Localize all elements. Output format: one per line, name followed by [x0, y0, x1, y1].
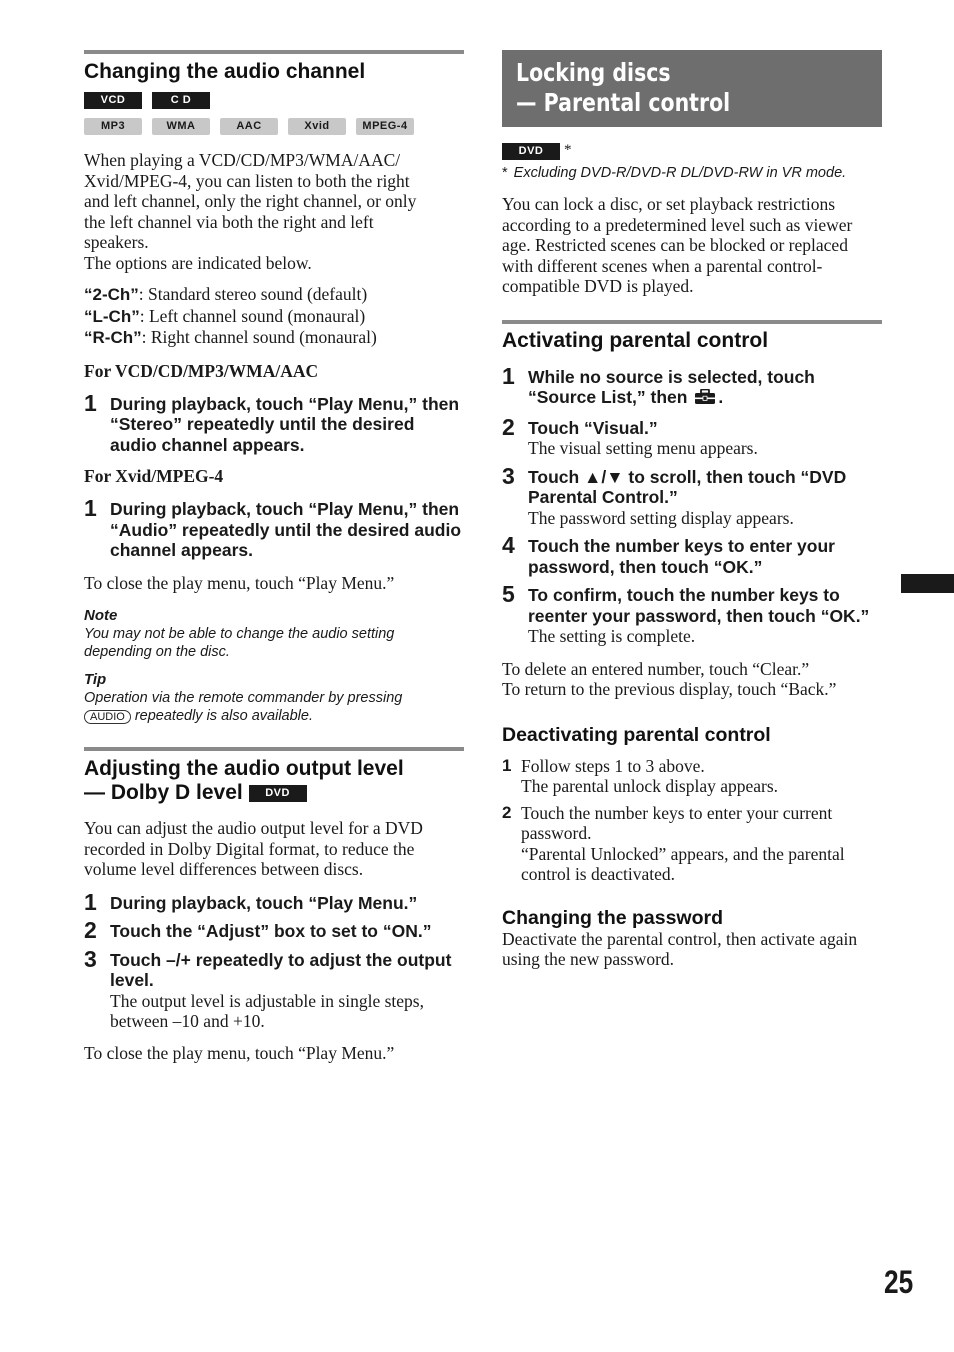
step-text-end: . — [718, 387, 724, 407]
parental-intro: You can lock a disc, or set playback restrictions according to a predetermined level such as viewer age. Restricted scenes can be blocked or replaced with different scenes when a parental control-compatible DVD is played. — [502, 194, 853, 296]
banner-line-2: — Parental control — [516, 88, 731, 117]
section-rule — [84, 50, 464, 54]
step-number: 4 — [502, 532, 515, 558]
step-detail: The password setting display appears. — [528, 507, 794, 528]
dolby-heading-text: — Dolby D level — [84, 781, 243, 804]
item-number: 2 — [502, 802, 512, 822]
left-column — [84, 50, 464, 1063]
item-text: Touch the number keys to enter your current password. — [521, 802, 833, 843]
step-vcd — [84, 389, 464, 456]
dvd-badge-row — [502, 143, 882, 160]
dolby-heading-line-2 — [84, 781, 464, 805]
dolby-close-text: To close the play menu, touch “Play Menu.” — [84, 1042, 395, 1063]
intro-line: and left channel, only the right channel, or only — [84, 191, 417, 211]
step-number: 1 — [84, 888, 97, 915]
changing-password-heading: Changing the password — [502, 906, 724, 929]
note-title: Note — [84, 607, 118, 624]
activate-step-5 — [502, 581, 882, 647]
step-text: Touch “Visual.” — [528, 417, 658, 438]
step-text: Touch –/+ repeatedly to adjust the output level. — [110, 949, 452, 990]
audio-channel-heading: Changing the audio channel — [84, 60, 366, 83]
wma-badge: WMA — [152, 118, 210, 135]
step-text: Touch the number keys to enter your password, then touch “OK.” — [528, 536, 835, 577]
item-number: 1 — [502, 755, 512, 775]
step-number: 5 — [502, 581, 515, 607]
tip-line-rest: repeatedly is also available. — [134, 708, 313, 724]
step-detail: The visual setting menu appears. — [528, 438, 758, 458]
option-name: “R-Ch” — [84, 328, 142, 347]
audio-button-glyph: AUDIO — [84, 710, 131, 724]
footnote-mark: * — [502, 165, 508, 181]
step-number: 1 — [84, 389, 97, 416]
delete-hint: To delete an entered number, touch “Clear.” — [502, 658, 810, 679]
intro-line: speakers. — [84, 232, 149, 252]
dolby-step-1 — [84, 888, 464, 915]
audio-channel-intro — [84, 150, 464, 273]
step-number: 1 — [84, 495, 97, 521]
step-number: 3 — [84, 945, 97, 972]
banner-line-1: Locking discs — [516, 58, 671, 87]
vcd-badge: VCD — [84, 92, 142, 109]
item-text: Follow steps 1 to 3 above. — [521, 755, 705, 776]
tip-title: Tip — [84, 671, 107, 688]
dolby-heading-line-1: Adjusting the audio output level — [84, 757, 404, 780]
step-xvid — [84, 495, 464, 561]
activating-heading: Activating parental control — [502, 328, 769, 352]
step-text: Touch the “Adjust” box to set to “ON.” — [110, 921, 432, 941]
section-edge-tab — [901, 574, 954, 593]
tip-line: Operation via the remote commander by pressing — [84, 690, 403, 706]
footnote-text: Excluding DVD-R/DVD-R DL/DVD-RW in VR mode. — [513, 165, 847, 181]
step-text: During playback, touch “Play Menu,” then “Audio” repeatedly until the desired audio channel appears. — [110, 499, 462, 560]
xvid-badge: Xvid — [288, 118, 346, 135]
deactivating-heading: Deactivating parental control — [502, 723, 771, 746]
changing-password-text: Deactivate the parental control, then activate again using the new password. — [502, 928, 858, 969]
toolbox-icon — [694, 389, 716, 410]
item-detail: The parental unlock display appears. — [521, 776, 779, 796]
step-detail: The setting is complete. — [528, 626, 696, 646]
step-number: 2 — [84, 917, 97, 943]
intro-line: the left channel via both the right and left — [84, 211, 374, 232]
activate-step-3 — [502, 462, 882, 529]
activate-step-1 — [502, 362, 882, 410]
parental-control-banner — [502, 50, 882, 127]
disc-badges-row-1 — [84, 92, 464, 109]
dvd-badge: DVD — [249, 785, 307, 802]
step-detail: The output level is adjustable in single steps, between –10 and +10. — [110, 990, 424, 1031]
step-text: Touch ▲/▼ to scroll, then touch “DVD Parental Control.” — [528, 466, 847, 507]
mpeg4-badge: MPEG-4 — [356, 118, 414, 135]
deactivate-item-1 — [502, 756, 882, 797]
asterisk-mark: * — [564, 142, 572, 158]
step-number: 3 — [502, 462, 515, 489]
step-text: During playback, touch “Play Menu,” then “Stereo” repeatedly until the desired audio channel appears. — [110, 393, 460, 455]
step-text: During playback, touch “Play Menu.” — [110, 892, 418, 913]
step-text — [528, 367, 882, 410]
option-rch — [84, 327, 464, 349]
back-hint: To return to the previous display, touch “Back.” — [502, 679, 837, 699]
activate-step-4 — [502, 532, 882, 577]
option-lch — [84, 306, 464, 328]
note-line: depending on the disc. — [84, 644, 230, 660]
intro-line: The options are indicated below. — [84, 252, 312, 273]
option-2ch — [84, 284, 464, 306]
dolby-intro: You can adjust the audio output level for a DVD recorded in Dolby Digital format, to reduce the volume level differences between discs. — [84, 818, 423, 879]
note-line: You may not be able to change the audio setting — [84, 626, 395, 642]
aac-badge: AAC — [220, 118, 278, 135]
intro-line: Xvid/MPEG-4, you can listen to both the right — [84, 170, 410, 191]
section-rule — [84, 747, 464, 751]
cd-badge: C D — [152, 92, 210, 109]
option-desc: : Right channel sound (monaural) — [141, 327, 377, 347]
option-name: “2-Ch” — [84, 285, 139, 304]
right-column — [502, 50, 882, 970]
dvd-badge: DVD — [502, 143, 560, 160]
mp3-badge: MP3 — [84, 118, 142, 135]
tip-line-2 — [84, 707, 464, 725]
option-name: “L-Ch” — [84, 306, 140, 326]
dolby-step-3 — [84, 945, 464, 1032]
footnote — [502, 164, 882, 182]
for-vcd-heading: For VCD/CD/MP3/WMA/AAC — [84, 360, 319, 381]
item-detail: “Parental Unlocked” appears, and the parental control is deactivated. — [521, 843, 845, 884]
option-desc: : Standard stereo sound (default) — [138, 284, 368, 304]
disc-badges-row-2 — [84, 118, 464, 135]
activate-step-2 — [502, 413, 882, 459]
for-xvid-heading: For Xvid/MPEG-4 — [84, 466, 224, 486]
intro-line: When playing a VCD/CD/MP3/WMA/AAC/ — [84, 150, 401, 170]
section-rule — [502, 320, 882, 324]
step-number: 2 — [502, 413, 515, 440]
channel-options — [84, 284, 464, 349]
option-desc: : Left channel sound (monaural) — [139, 305, 366, 326]
step-text: To confirm, touch the number keys to reenter your password, then touch “OK.” — [528, 585, 870, 626]
step-number: 1 — [502, 362, 515, 389]
page-number: 25 — [884, 1264, 914, 1300]
close-menu-text: To close the play menu, touch “Play Menu.” — [84, 572, 395, 593]
dolby-step-2 — [84, 917, 464, 943]
step-text-part: While no source is selected, touch “Source List,” then — [528, 366, 815, 407]
deactivate-item-2 — [502, 803, 882, 885]
